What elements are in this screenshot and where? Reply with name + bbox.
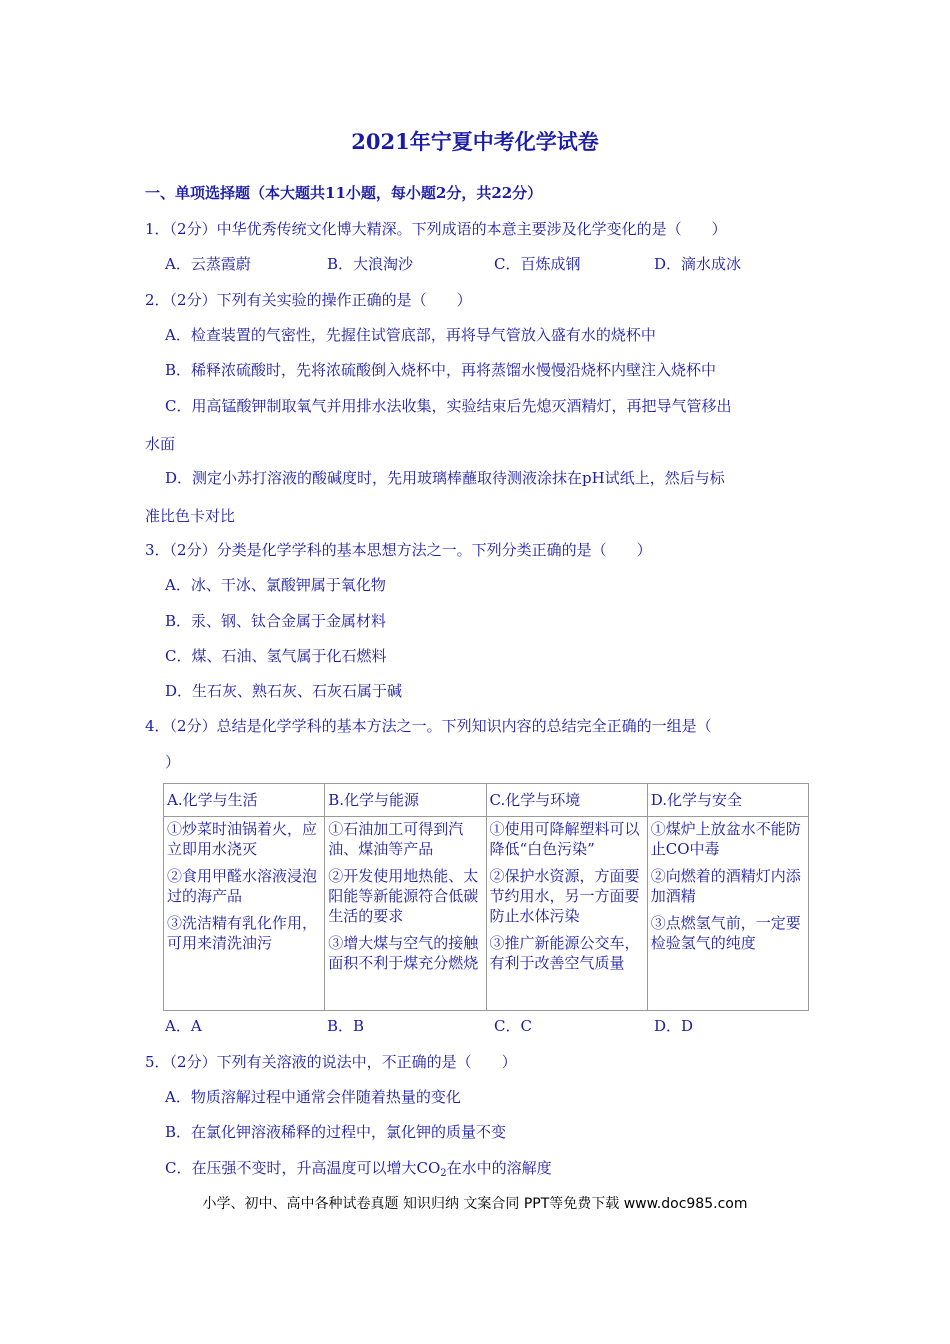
q1-option-c: C．百炼成钢	[494, 255, 581, 273]
table-header-b: B.化学与能源	[325, 784, 486, 817]
cell-c-item-2: ②保护水资源，方面要节约用水，另一方面要防止水体污染	[489, 867, 640, 925]
q4-option-d: D．D	[654, 1017, 694, 1035]
cell-b-item-3: ③增大煤与空气的接触面积不利于煤充分燃烧	[328, 934, 479, 972]
table-cell-c	[486, 817, 647, 1011]
cell-c-item-1: ①使用可降解塑料可以降低“白色污染”	[489, 820, 640, 858]
question-3-stem: 3．（2分）分类是化学学科的基本思想方法之一。下列分类正确的是（ ）	[145, 541, 652, 559]
q2-option-b: B．稀释浓硫酸时，先将浓硫酸倒入烧杯中，再将蒸馏水慢慢沿烧杯内壁注入烧杯中	[165, 361, 717, 379]
q5-option-c	[165, 1157, 552, 1179]
section-heading: 一、单项选择题（本大题共11小题，每小题2分，共22分）	[145, 184, 543, 202]
table-cell-a	[164, 817, 325, 1011]
q4-option-c: C．C	[494, 1017, 532, 1035]
footer-watermark: 小学、初中、高中各种试卷真题 知识归纳 文案合同 PPT等免费下载 www.doc985.com	[202, 1196, 748, 1212]
knowledge-table	[163, 783, 809, 1011]
question-4-stem-line1: 4．（2分）总结是化学学科的基本方法之一。下列知识内容的总结完全正确的一组是（	[145, 717, 712, 735]
q2-option-d-line1: D．测定小苏打溶液的酸碱度时，先用玻璃棒蘸取待测液涂抹在pH试纸上，然后与标	[165, 469, 725, 487]
q5-option-a: A．物质溶解过程中通常会伴随着热量的变化	[165, 1088, 461, 1106]
exam-title: 2021年宁夏中考化学试卷	[351, 129, 599, 154]
cell-d-item-2: ②向燃着的酒精灯内添加酒精	[650, 867, 801, 905]
q2-option-c-line1: C．用高锰酸钾制取氧气并用排水法收集，实验结束后先熄灭酒精灯，再把导气管移出	[165, 397, 732, 415]
q3-option-b: B．汞、钢、钛合金属于金属材料	[165, 612, 387, 630]
q1-option-b: B．大浪淘沙	[327, 255, 414, 273]
q2-option-c-line2: 水面	[145, 435, 176, 453]
cell-c-item-3: ③推广新能源公交车，有利于改善空气质量	[489, 934, 640, 972]
q4-option-b: B．B	[327, 1017, 365, 1035]
q5-option-c-tail: 在水中的溶解度	[446, 1159, 552, 1177]
cell-b-item-1: ①石油加工可得到汽油、煤油等产品	[328, 820, 464, 858]
table-header-c: C.化学与环境	[486, 784, 647, 817]
q1-option-a: A．云蒸霞蔚	[165, 255, 251, 273]
cell-a-item-1: ①炒菜时油锅着火，应立即用水浇灭	[167, 820, 318, 858]
q3-option-c: C．煤、石油、氢气属于化石燃料	[165, 647, 387, 665]
q4-option-a: A．A	[165, 1017, 202, 1035]
question-5-stem: 5．（2分）下列有关溶液的说法中，不正确的是（ ）	[145, 1053, 517, 1071]
q2-option-d-line2: 准比色卡对比	[145, 507, 236, 525]
question-1-stem: 1．（2分）中华优秀传统文化博大精深。下列成语的本意主要涉及化学变化的是（ ）	[145, 220, 727, 238]
table-header-d: D.化学与安全	[647, 784, 808, 817]
table-header-a: A.化学与生活	[164, 784, 325, 817]
table-cell-d	[647, 817, 808, 1011]
q3-option-a: A．冰、干冰、氯酸钾属于氧化物	[165, 576, 386, 594]
question-2-stem: 2．（2分）下列有关实验的操作正确的是（ ）	[145, 291, 472, 309]
q5-option-b: B．在氯化钾溶液稀释的过程中，氯化钾的质量不变	[165, 1123, 507, 1141]
question-4-stem-line2: ）	[165, 753, 181, 771]
co2-subscript: 2	[440, 1168, 447, 1179]
cell-d-item-1: ①煤炉上放盆水不能防止CO中毒	[650, 820, 801, 858]
cell-d-item-3: ③点燃氢气前，一定要检验氢气的纯度	[650, 914, 801, 952]
q5-option-c-text: C．在压强不变时，升高温度可以增大CO	[165, 1159, 441, 1177]
cell-a-item-3: ③洗洁精有乳化作用，可用来清洗油污	[167, 914, 318, 952]
table-cell-b	[325, 817, 486, 1011]
cell-a-item-2: ②食用甲醛水溶液浸泡过的海产品	[167, 867, 318, 905]
cell-b-item-2: ②开发使用地热能、太阳能等新能源符合低碳生活的要求	[328, 867, 479, 925]
q2-option-a: A．检查装置的气密性，先握住试管底部，再将导气管放入盛有水的烧杯中	[165, 326, 656, 344]
q3-option-d: D．生石灰、熟石灰、石灰石属于碱	[165, 682, 403, 700]
q1-option-d: D．滴水成冰	[654, 255, 742, 273]
